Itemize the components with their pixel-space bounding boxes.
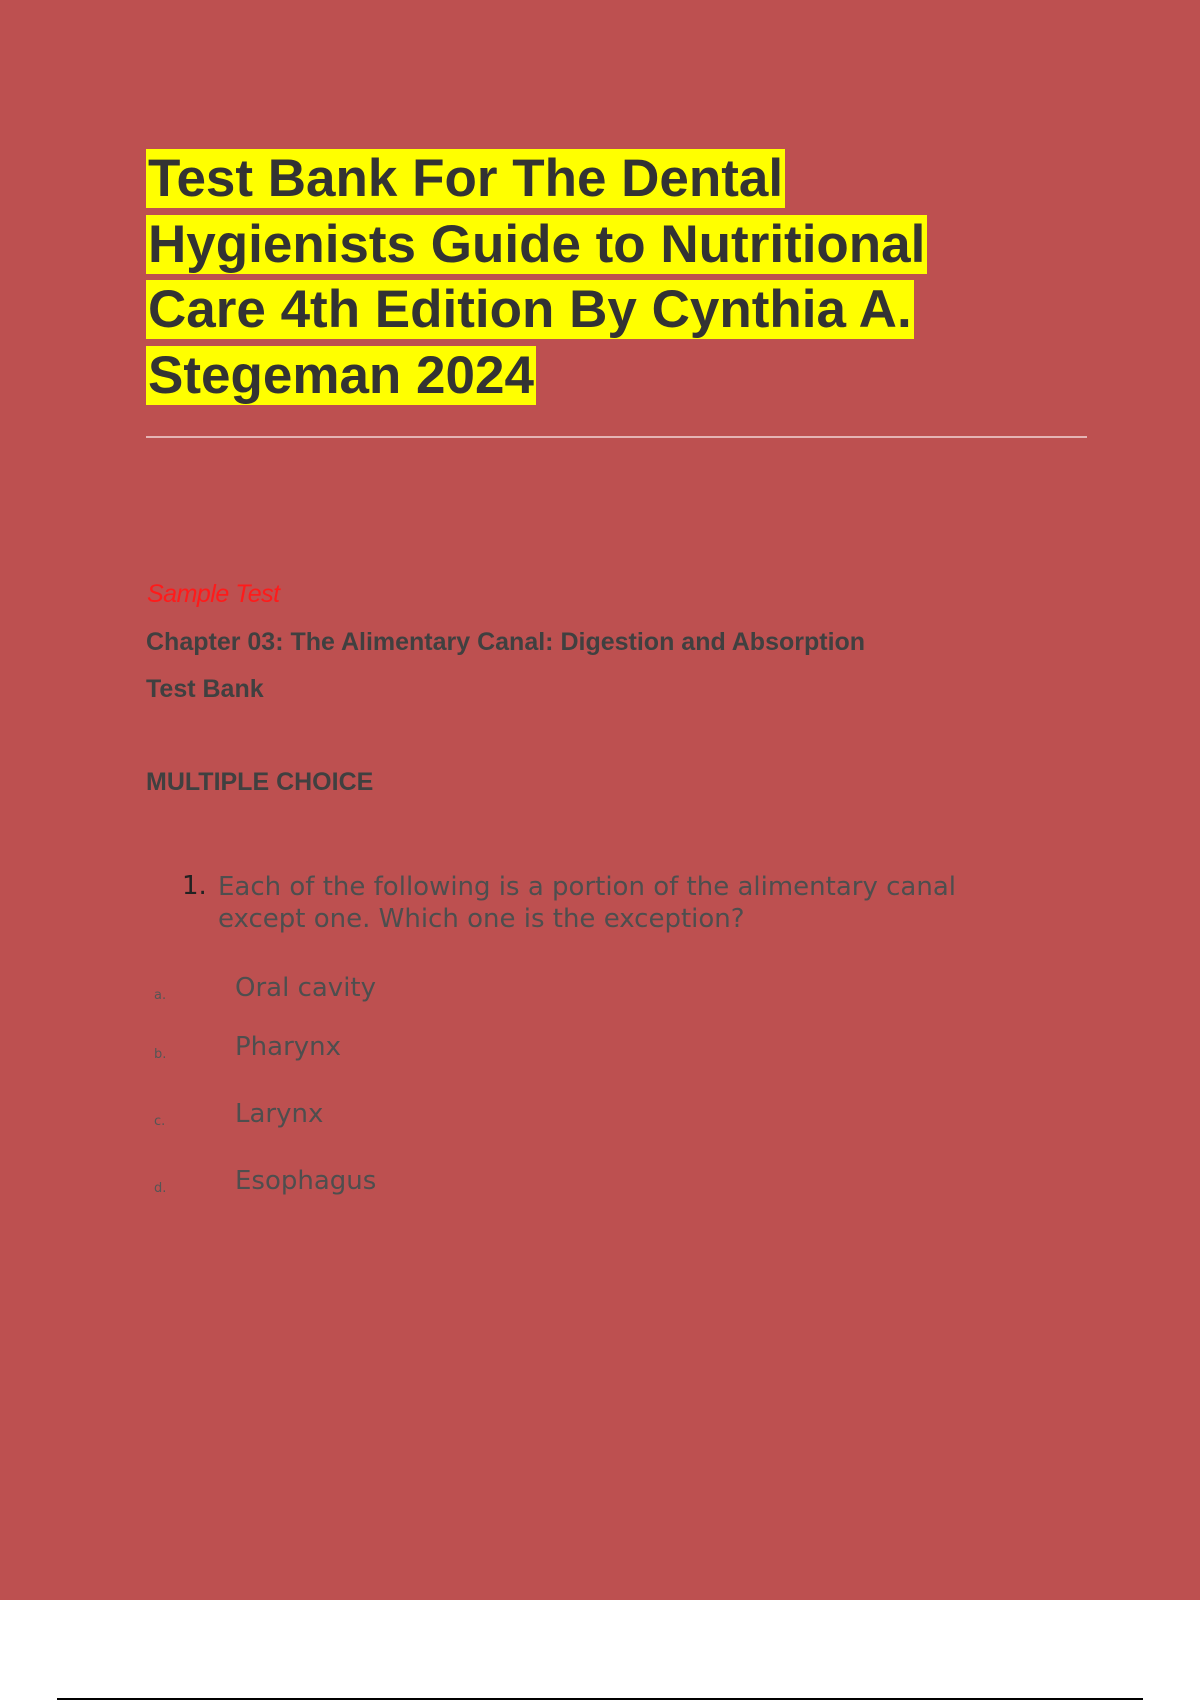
option-text-c: Larynx: [235, 1099, 324, 1129]
title-highlight: Test Bank For The Dental Hygienists Guide to Nutritional Care 4th Edition By Cynthia A. Stegeman 2024: [148, 149, 926, 405]
option-text-a: Oral cavity: [235, 973, 376, 1003]
section-heading: MULTIPLE CHOICE: [146, 768, 374, 796]
option-letter-c: c.: [154, 1114, 166, 1129]
question-number: 1.: [182, 871, 207, 901]
subtitle-heading: Test Bank: [146, 675, 264, 703]
document-title: [146, 146, 1006, 408]
option-letter-b: b.: [154, 1047, 167, 1062]
option-letter-a: a.: [154, 988, 167, 1003]
option-text-d: Esophagus: [235, 1166, 377, 1196]
option-text-b: Pharynx: [235, 1032, 342, 1062]
title-divider: [146, 436, 1087, 438]
chapter-heading: Chapter 03: The Alimentary Canal: Digestion and Absorption: [146, 628, 866, 656]
question-text: Each of the following is a portion of the alimentary canal except one. Which one is the exception?: [218, 872, 956, 934]
option-letter-d: d.: [154, 1181, 167, 1196]
sample-label: Sample Test: [147, 580, 280, 608]
